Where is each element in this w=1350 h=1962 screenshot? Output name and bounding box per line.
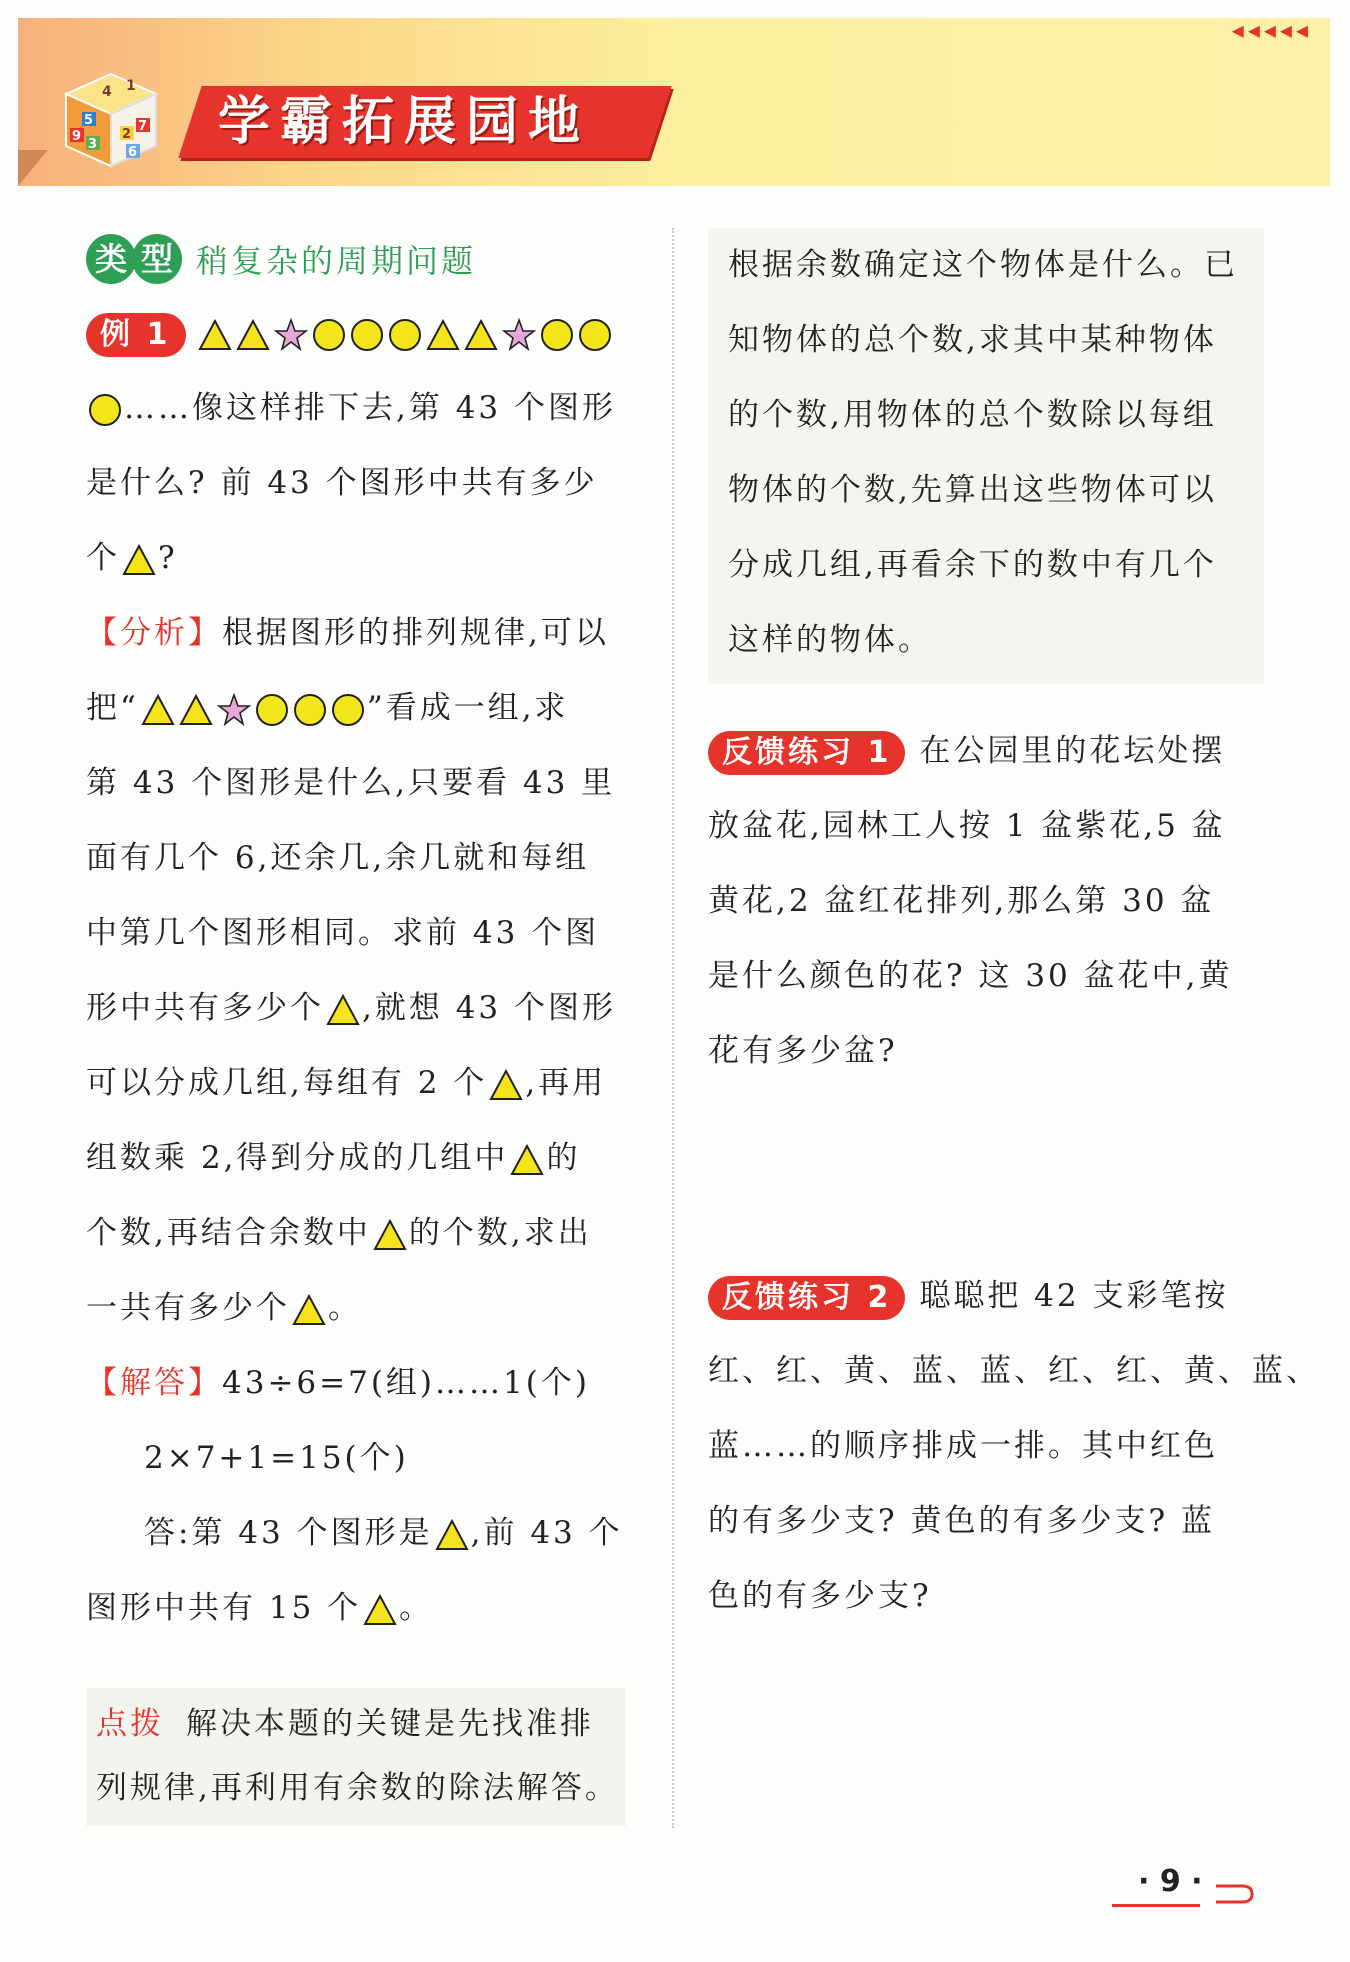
triangle-icon <box>326 994 360 1026</box>
exercise-line: 的有多少支? 黄色的有多少支? 蓝 <box>708 1503 1215 1539</box>
answer-text: 答:第 43 个图形是 <box>144 1515 433 1551</box>
example-line: 是什么? 前 43 个图形中共有多少 <box>86 465 598 501</box>
analysis-line <box>86 1196 638 1271</box>
triangle-icon <box>489 1069 523 1101</box>
exercise-line: 色的有多少支? <box>708 1578 932 1614</box>
tip-line: 列规律,再利用有余数的除法解答。 <box>96 1770 619 1806</box>
cube-digit: 9 <box>72 129 82 144</box>
exercise-line: 是什么颜色的花? 这 30 盆花中,黄 <box>708 958 1233 994</box>
exercise-line <box>708 1259 1256 1334</box>
triangle-icon <box>373 1219 407 1251</box>
analysis-text: 。 <box>328 1290 362 1326</box>
feedback-exercise-2 <box>708 1259 1320 1634</box>
example-text: ? <box>158 540 178 576</box>
feedback-badge: 反馈练习 2 <box>708 1276 905 1320</box>
cube-digit: 1 <box>126 78 136 94</box>
analysis-text: 把“ <box>86 690 139 726</box>
circle-icon <box>312 318 346 352</box>
tip-tag: 点拨 <box>96 1706 164 1742</box>
analysis-line <box>86 971 638 1046</box>
explanation-line: 根据余数确定这个物体是什么。已 <box>728 247 1238 283</box>
analysis-text: 组数乘 2,得到分成的几组中 <box>86 1140 509 1176</box>
cube-digit: 7 <box>138 119 148 134</box>
star-icon <box>274 318 308 352</box>
analysis-line <box>86 1046 638 1121</box>
circle-icon <box>578 318 612 352</box>
cube-digit: 3 <box>88 137 98 152</box>
answer-line: 2×7+1=15(个) <box>144 1440 409 1476</box>
circle-icon <box>331 693 365 727</box>
example-badge: 例 1 <box>86 313 186 357</box>
circle-icon <box>88 393 122 427</box>
circle-icon <box>293 693 327 727</box>
explanation-line: 分成几组,再看余下的数中有几个 <box>728 547 1217 583</box>
analysis-text: 可以分成几组,每组有 2 个 <box>86 1065 488 1101</box>
explanation-line: 物体的个数,先算出这些物体可以 <box>728 472 1217 508</box>
analysis-tag: 【分析】 <box>86 615 222 651</box>
type-badge-char: 型 <box>132 234 182 284</box>
analysis-line <box>86 1271 638 1346</box>
explanation-line: 知物体的总个数,求其中某种物体 <box>728 322 1217 358</box>
answer-line <box>86 1571 638 1646</box>
rubiks-cube-icon <box>56 66 166 176</box>
page-title: 学霸拓展园地 <box>218 92 591 152</box>
cube-digit: 5 <box>84 113 94 128</box>
page-number <box>1112 1860 1252 1906</box>
circle-icon <box>540 318 574 352</box>
star-icon <box>217 693 251 727</box>
exercise-line: 放盆花,园林工人按 1 盆紫花,5 盆 <box>708 808 1226 844</box>
answer-line <box>86 1496 638 1571</box>
example-text: 个 <box>86 540 120 576</box>
triangle-icon <box>236 319 270 351</box>
exercise-text: 聪聪把 42 支彩笔按 <box>919 1278 1229 1314</box>
explanation-line: 的个数,用物体的总个数除以每组 <box>728 397 1217 433</box>
triangle-icon <box>292 1294 326 1326</box>
analysis-text: ,再用 <box>525 1065 607 1101</box>
analysis-text: 形中共有多少个 <box>86 990 324 1026</box>
analysis-text: ,就想 43 个图形 <box>362 990 617 1026</box>
analysis-text: 根据图形的排列规律,可以 <box>222 615 609 651</box>
answer-line <box>86 1346 638 1421</box>
triangle-icon <box>464 319 498 351</box>
exercise-line: 花有多少盆? <box>708 1033 898 1069</box>
analysis-line <box>86 1121 638 1196</box>
answer-text: 。 <box>399 1590 434 1626</box>
cube-digit: 6 <box>128 145 138 160</box>
answer-text: 43÷6=7(组)……1(个) <box>222 1365 590 1401</box>
exercise-line <box>708 714 1256 789</box>
exercise-line: 红、红、黄、蓝、蓝、红、红、黄、蓝、 <box>708 1353 1320 1389</box>
circle-icon <box>350 318 384 352</box>
answer-text: ,前 43 个 <box>470 1515 623 1551</box>
hook-arrow-icon <box>1214 1882 1254 1904</box>
type-badge <box>86 233 178 285</box>
page-number-underline <box>1112 1904 1200 1907</box>
arrow-decoration: ◂◂◂◂◂ <box>1231 16 1312 44</box>
cube-digit: 4 <box>102 84 112 100</box>
analysis-text: 个数,再结合余数中 <box>86 1215 371 1251</box>
feedback-exercise-1 <box>708 714 1256 1089</box>
tip-box <box>86 1688 626 1826</box>
right-column <box>708 228 1320 1634</box>
exercise-line: 黄花,2 盆红花排列,那么第 30 盆 <box>708 883 1215 919</box>
triangle-icon <box>510 1144 544 1176</box>
example-line <box>86 521 638 596</box>
analysis-line: 中第几个图形相同。求前 43 个图 <box>86 915 600 951</box>
triangle-icon <box>426 319 460 351</box>
analysis-line: 面有几个 6,还余几,余几就和每组 <box>86 840 590 876</box>
continued-explanation <box>708 228 1264 684</box>
triangle-icon <box>435 1519 469 1551</box>
analysis-line: 第 43 个图形是什么,只要看 43 里 <box>86 765 616 801</box>
triangle-icon <box>363 1594 397 1626</box>
cube-digit: 2 <box>122 127 132 142</box>
banner-fold <box>18 150 48 186</box>
type-heading <box>86 228 638 290</box>
analysis-text: 一共有多少个 <box>86 1290 290 1326</box>
star-icon <box>502 318 536 352</box>
circle-icon <box>255 693 289 727</box>
triangle-icon <box>122 544 156 576</box>
tip-text: 解决本题的关键是先找准排 <box>186 1706 594 1742</box>
analysis-line <box>86 596 638 671</box>
type-badge-char: 类 <box>86 234 136 284</box>
column-divider <box>672 228 674 1828</box>
analysis-text: ”看成一组,求 <box>366 690 569 726</box>
example-line <box>86 371 638 446</box>
feedback-badge: 反馈练习 1 <box>708 731 905 775</box>
left-column <box>86 228 638 1826</box>
triangle-icon <box>141 694 175 726</box>
example-shape-sequence <box>86 296 638 371</box>
circle-icon <box>388 318 422 352</box>
triangle-icon <box>179 694 213 726</box>
analysis-text: 的个数,求出 <box>408 1215 592 1251</box>
exercise-line: 蓝……的顺序排成一排。其中红色 <box>708 1428 1218 1464</box>
triangle-icon <box>198 319 232 351</box>
type-title: 稍复杂的周期问题 <box>196 242 477 280</box>
answer-text: 图形中共有 15 个 <box>86 1590 362 1626</box>
explanation-line: 这样的物体。 <box>728 622 932 658</box>
answer-tag: 【解答】 <box>86 1365 222 1401</box>
tip-line <box>96 1692 616 1756</box>
page-number-text: · 9 · <box>1138 1864 1203 1899</box>
example-text: ……像这样排下去,第 43 个图形 <box>124 390 617 426</box>
exercise-text: 在公园里的花坛处摆 <box>919 733 1226 769</box>
analysis-line <box>86 671 638 746</box>
analysis-text: 的 <box>546 1140 581 1176</box>
